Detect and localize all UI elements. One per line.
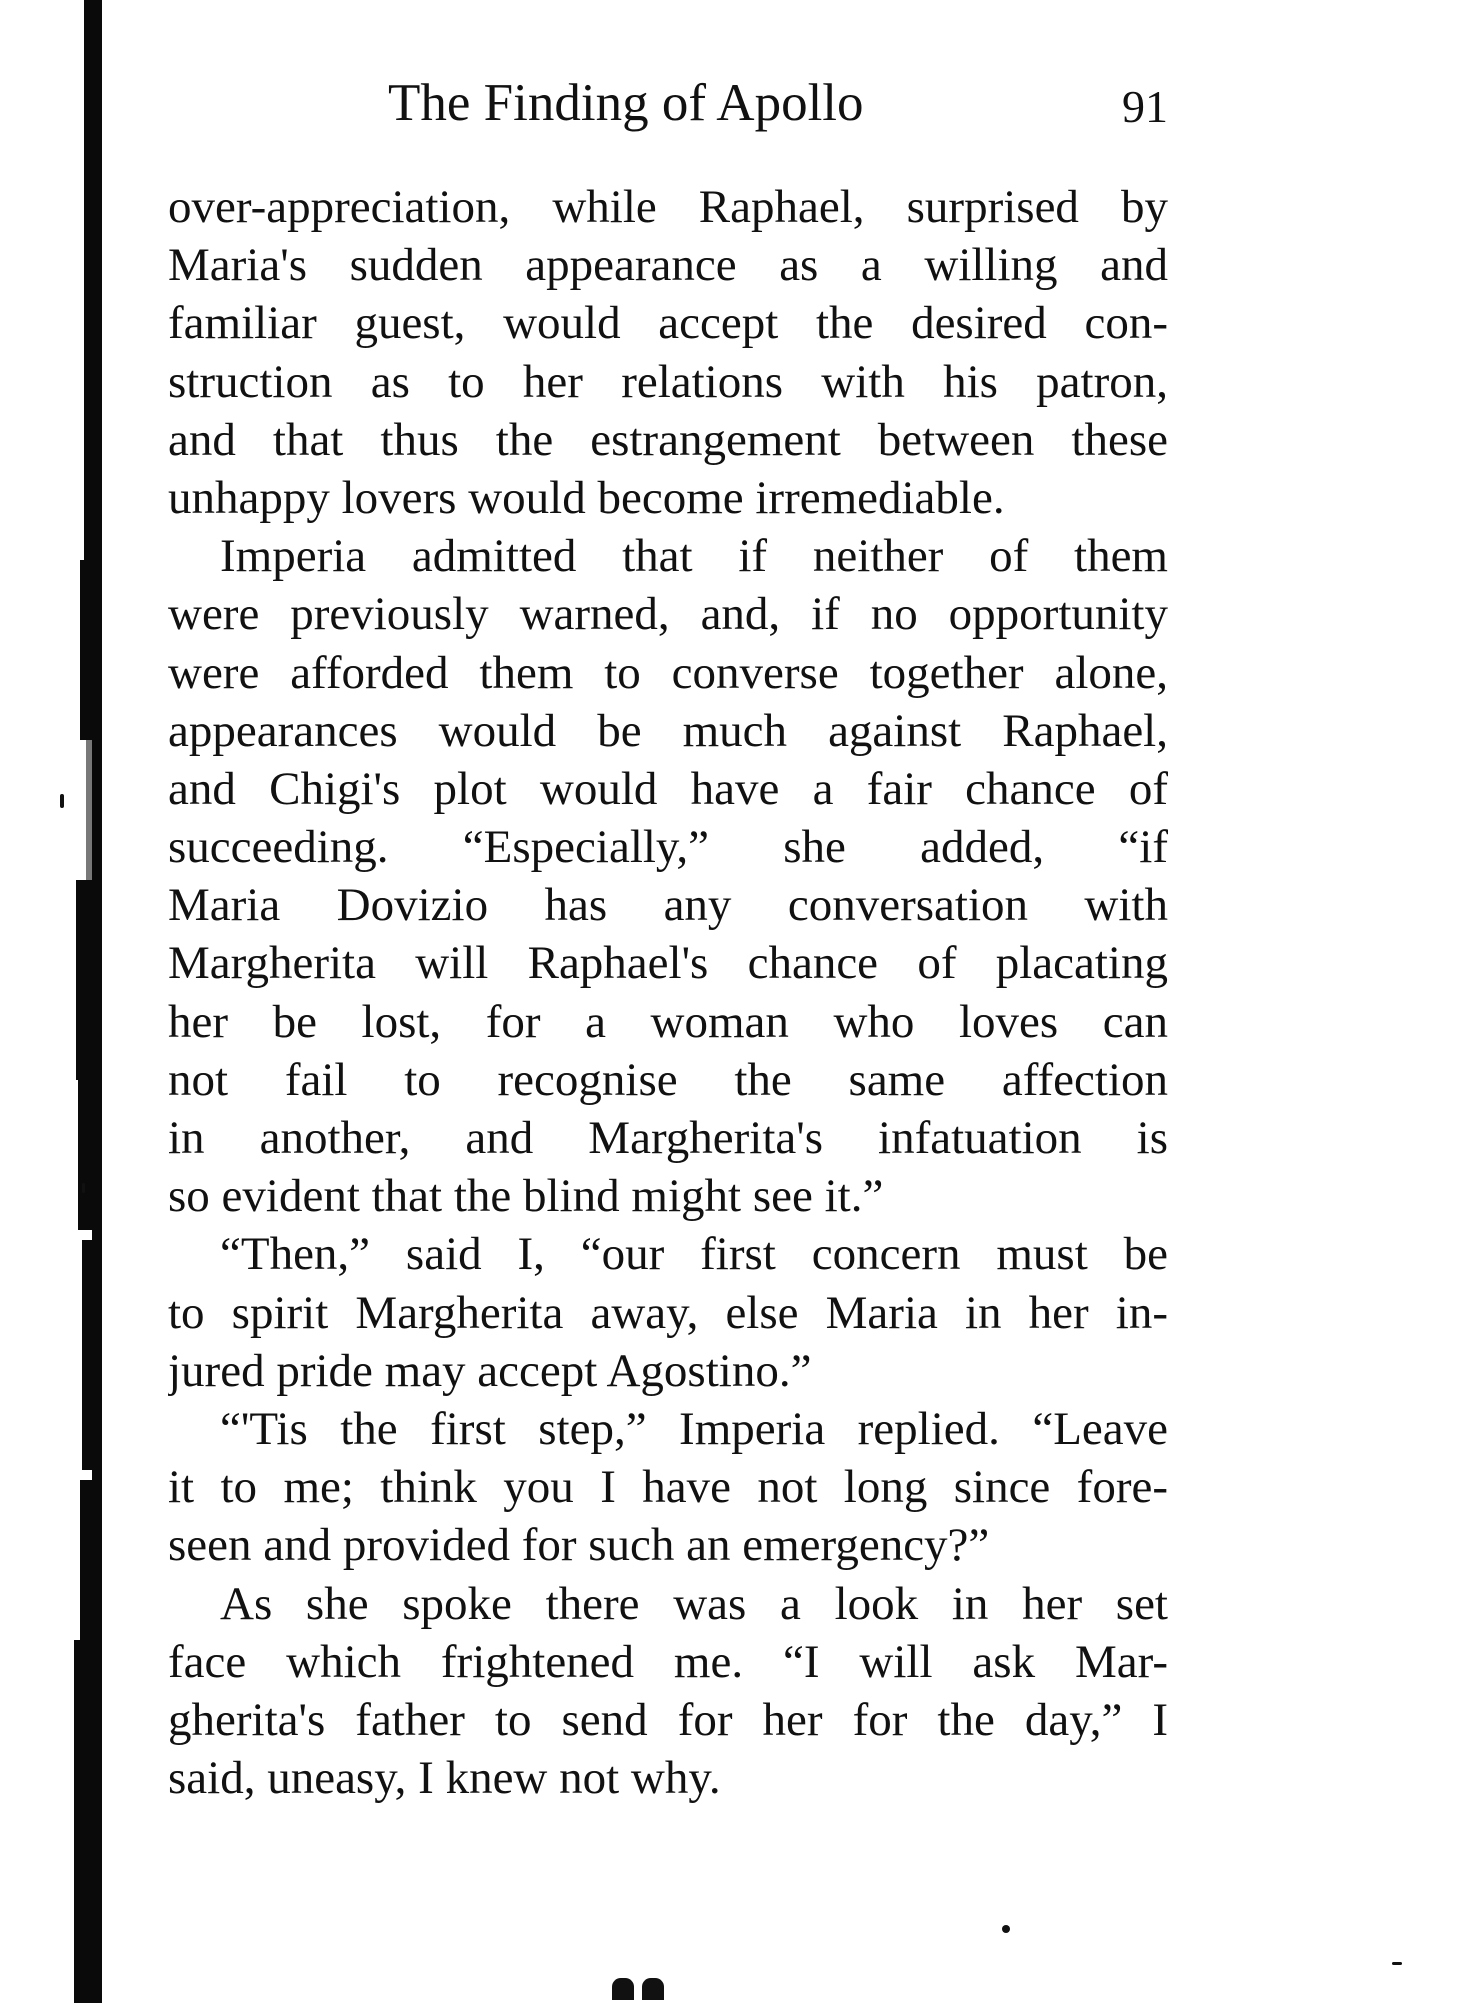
scanned-binding-edge — [0, 0, 100, 2003]
text-line: unhappy lovers would become irremediable. — [168, 471, 1005, 524]
ink-speck — [1002, 1925, 1010, 1933]
text-line: said, uneasy, I knew not why. — [168, 1752, 721, 1805]
body-text — [168, 178, 1168, 1807]
text-line: Imperia admitted that if neither of them — [220, 530, 1168, 583]
text-line: appearances would be much against Raphael, — [168, 704, 1168, 757]
ink-speck — [82, 1183, 85, 1193]
text-line: her be lost, for a woman who loves can — [168, 995, 1168, 1048]
text-line: Margherita will Raphael's chance of placating — [168, 937, 1168, 990]
running-head — [168, 68, 1168, 138]
ink-speck — [60, 794, 64, 808]
text-line: “Then,” said I, “our first concern must be — [220, 1228, 1168, 1281]
text-line: succeeding. “Especially,” she added, “if — [168, 821, 1168, 874]
text-line: were previously warned, and, if no opportunity — [168, 588, 1168, 641]
text-line: so evident that the blind might see it.” — [168, 1170, 884, 1223]
ink-speck — [1392, 1962, 1402, 1965]
text-line: Maria's sudden appearance as a willing and — [168, 239, 1168, 292]
text-line: and Chigi's plot would have a fair chance of — [168, 762, 1168, 815]
text-line: to spirit Margherita away, else Maria in her in- — [168, 1286, 1168, 1339]
text-line: and that thus the estrangement between these — [168, 413, 1168, 466]
text-line: struction as to her relations with his patron, — [168, 355, 1168, 408]
text-line: Maria Dovizio has any conversation with — [168, 879, 1168, 932]
text-line: jured pride may accept Agostino.” — [168, 1344, 812, 1397]
text-line: As she spoke there was a look in her set — [220, 1577, 1168, 1630]
text-line: familiar guest, would accept the desired con- — [168, 297, 1168, 350]
text-line: were afforded them to converse together alone, — [168, 646, 1168, 699]
text-line: in another, and Margherita's infatuation is — [168, 1112, 1168, 1164]
page-number: 91 — [1122, 81, 1168, 132]
text-line: “'Tis the first step,” Imperia replied. “Leave — [220, 1402, 1168, 1455]
text-line: it to me; think you I have not long since fore- — [168, 1461, 1168, 1514]
running-title: The Finding of Apollo — [388, 74, 864, 132]
text-line: gherita's father to send for her for the day,” I — [168, 1693, 1168, 1746]
catchword-fragment — [612, 1978, 672, 2003]
text-line: seen and provided for such an emergency?” — [168, 1519, 990, 1572]
text-line: over-appreciation, while Raphael, surprised by — [168, 181, 1168, 233]
text-line: face which frightened me. “I will ask Mar- — [168, 1635, 1168, 1688]
text-line: not fail to recognise the same affection — [168, 1053, 1168, 1106]
